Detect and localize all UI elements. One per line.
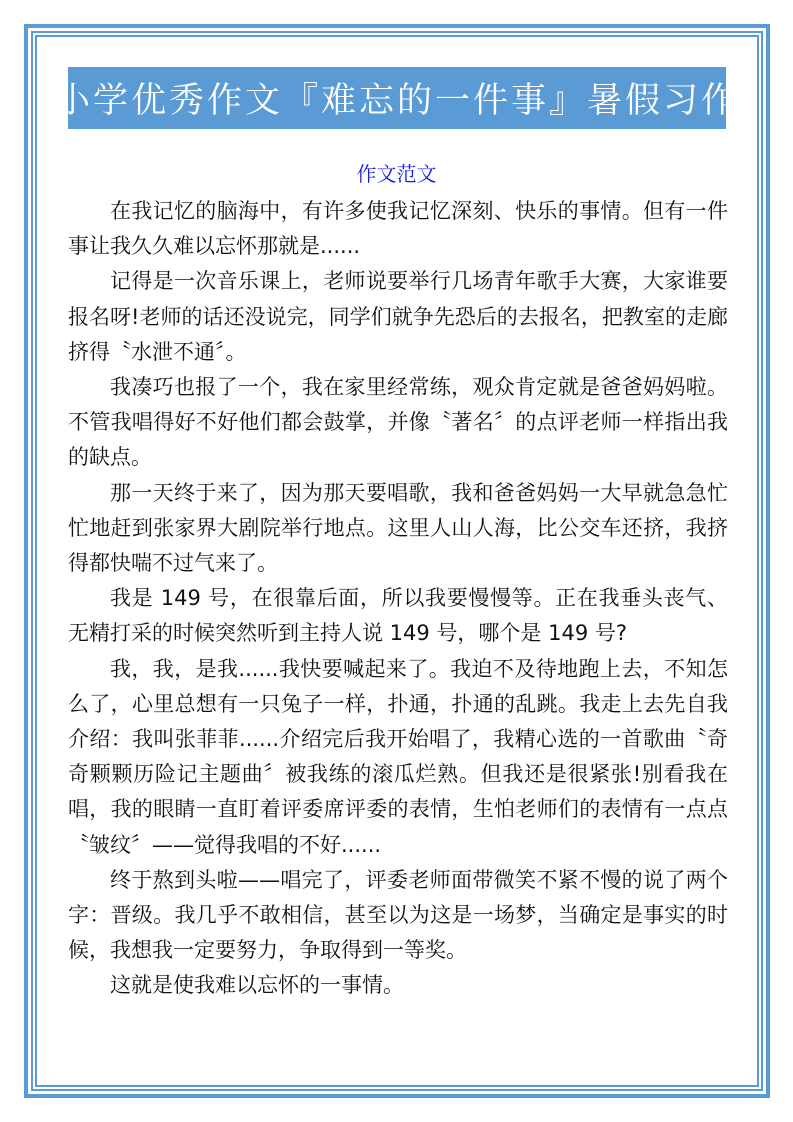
- paragraph: 我是 149 号，在很靠后面，所以我要慢慢等。正在我垂头丧气、无精打采的时候突然听到主持人说 149 号，哪个是 149 号?: [68, 586, 728, 646]
- document-subtitle: 作文范文: [356, 162, 437, 186]
- document-title-banner: [55, 67, 740, 129]
- paragraph: 那一天终于来了，因为那天要唱歌，我和爸爸妈妈一大早就急急忙忙地赶到张家界大剧院举行地点。这里人山人海，比公交车还挤，我挤得都快喘不过气来了。: [68, 480, 728, 576]
- essay-body: [68, 194, 728, 1004]
- paragraph: 终于熬到头啦——唱完了，评委老师面带微笑不紧不慢的说了两个字：晋级。我几乎不敢相信，甚至以为这是一场梦，当确定是事实的时候，我想我一定要努力，争取得到一等奖。: [68, 867, 728, 963]
- paragraph: 这就是使我难以忘怀的一事情。: [110, 973, 404, 998]
- paragraph: 记得是一次音乐课上，老师说要举行几场青年歌手大赛，大家谁要报名呀!老师的话还没说完，同学们就争先恐后的去报名，把教室的走廊挤得〝水泄不通〞。: [68, 269, 728, 364]
- document-title: 小学优秀作文『难忘的一件事』暑假习作: [55, 81, 740, 121]
- paragraph: 我凑巧也报了一个，我在家里经常练，观众肯定就是爸爸妈妈啦。不管我唱得好不好他们都会鼓掌，并像〝著名〞的点评老师一样指出我的缺点。: [68, 375, 728, 470]
- paragraph: 在我记忆的脑海中，有许多使我记忆深刻、快乐的事情。但有一件事让我久久难以忘怀那就是......: [68, 199, 728, 259]
- paragraph: 我，我，是我......我快要喊起来了。我迫不及待地跑上去，不知怎么了，心里总想有一只兔子一样，扑通，扑通的乱跳。我走上去先自我介绍：我叫张菲菲......介绍完后我开始唱了，我精心选的一首歌曲〝奇奇颗颗历险记主题曲〞被我练的滚瓜烂熟。但我还是很紧张!别看我在唱，我的眼睛一直盯着评委席评委的表情，生怕老师们的表情有一点点〝皱纹〞——觉得我唱的不好......: [68, 656, 728, 857]
